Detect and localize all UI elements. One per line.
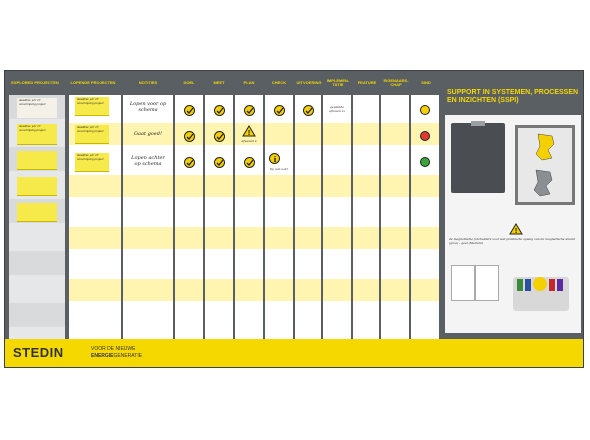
svg-text:i: i — [273, 155, 277, 163]
header-eigenaarschap: EIGENAARS- CHAP — [383, 77, 409, 87]
warning-icon — [509, 223, 523, 235]
side-inner — [445, 115, 581, 333]
footer-slogan: VOOR DE NIEUWE ENERGIEGENERATIE — [91, 346, 143, 359]
checklist-card[interactable] — [451, 265, 475, 301]
side-title: SUPPORT IN SYSTEMEN, PROCESSEN EN INZICHTEN (SSPI) — [447, 89, 579, 105]
header-sinde: SIND — [421, 79, 431, 85]
column-explored — [9, 95, 65, 339]
header-notities: NOTITIES — [138, 79, 158, 85]
column-feature — [353, 95, 379, 339]
header-uitvoering: UITVOERING — [296, 79, 322, 85]
check-icon — [244, 105, 255, 116]
warning-icon — [242, 125, 256, 137]
netherlands-map-icon — [518, 128, 572, 202]
check-icon — [214, 105, 225, 116]
explored-ticket[interactable] — [17, 177, 57, 195]
info-icon — [269, 153, 280, 164]
header-doel: DOEL — [183, 79, 195, 85]
explored-ticket[interactable] — [17, 203, 57, 221]
header-plan: PLAN — [243, 79, 255, 85]
check-icon — [274, 105, 285, 116]
column-uitvoering — [295, 95, 321, 339]
header-explored: EXPLORED PROJECTEN — [11, 79, 59, 85]
column-plan — [235, 95, 263, 339]
note-row-2: Gaat goed! — [134, 131, 162, 137]
explored-ticket[interactable]: deadline: juli '17 omschrijving project — [17, 98, 57, 118]
check-icon — [214, 157, 225, 168]
impl-note: geplande afronen xx — [328, 105, 346, 113]
checklist-card[interactable] — [475, 265, 499, 301]
column-lopende — [69, 95, 121, 339]
check-icon — [244, 157, 255, 168]
check-icon — [214, 131, 225, 142]
magnet-tray[interactable] — [513, 277, 569, 311]
header-meet: MEET — [213, 79, 225, 85]
explored-ticket[interactable] — [17, 151, 57, 169]
header-implementatie: IMPLEMEN- TATIE — [326, 77, 350, 87]
header-feature: FEATURE — [357, 79, 377, 85]
smiley-sad-icon — [420, 131, 430, 141]
check-note: tip aan ook! — [269, 167, 289, 171]
note-row-3: Lopen achter op schema — [131, 155, 165, 167]
side-panel — [443, 89, 583, 339]
check-icon — [184, 105, 195, 116]
column-sinde — [411, 95, 439, 339]
smiley-neutral-icon — [420, 105, 430, 115]
header-check: CHECK — [271, 79, 287, 85]
lopende-ticket[interactable]: deadline: juli '17 omschrijving project — [75, 125, 109, 143]
column-check — [265, 95, 293, 339]
svg-text:!: ! — [514, 228, 518, 235]
explored-ticket[interactable]: deadline: juli '17 omschrijving project — [17, 124, 57, 144]
check-icon — [303, 105, 314, 116]
stedin-logo: STEDIN — [13, 345, 64, 360]
column-eigenaarschap — [381, 95, 409, 339]
footer-bar — [5, 339, 583, 367]
whiteboard — [4, 70, 584, 368]
smiley-happy-icon — [420, 157, 430, 167]
column-meet — [205, 95, 233, 339]
header-lopende: LOPENDE PROJECTEN — [70, 79, 116, 85]
lopende-ticket[interactable]: deadline: juli '17 omschrijving project — [75, 153, 109, 171]
lopende-ticket[interactable]: deadline: juli '17 omschrijving project — [75, 97, 109, 115]
clipboard[interactable] — [451, 123, 505, 193]
map-frame[interactable] — [515, 125, 575, 205]
column-notities — [123, 95, 173, 339]
column-implementatie — [323, 95, 351, 339]
check-icon — [184, 131, 195, 142]
note-row-1: Lopen voor op schema — [129, 101, 167, 113]
side-hand-note: de magnetische fotohulders voor wel praktische opslag van de magnetische smant (groe) - geel (Stelram) — [449, 237, 575, 245]
column-doel — [175, 95, 203, 339]
plan-note: afwezen s — [241, 139, 257, 143]
svg-text:!: ! — [247, 130, 251, 137]
check-icon — [184, 157, 195, 168]
